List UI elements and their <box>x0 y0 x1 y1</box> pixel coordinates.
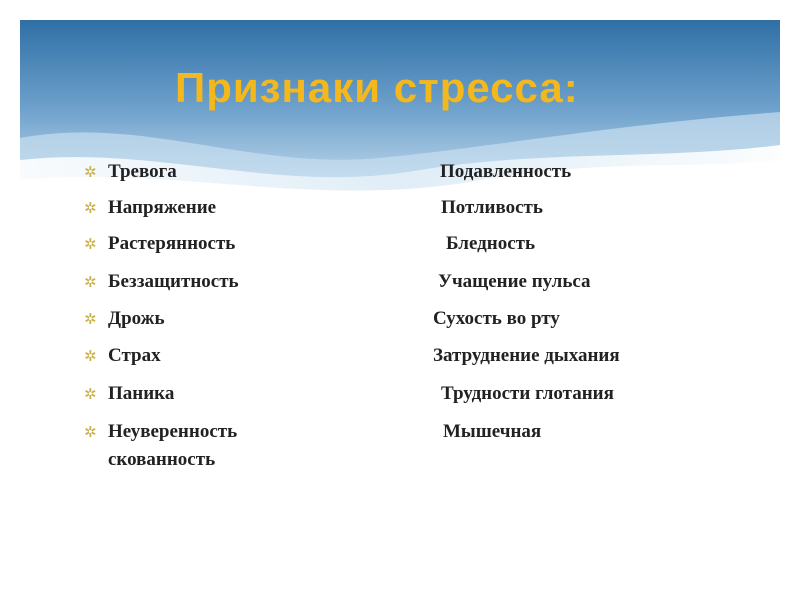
symptom-right: Сухость во рту <box>433 308 560 329</box>
list-item <box>0 380 800 416</box>
asterisk-bullet-icon: ✲ <box>84 423 97 441</box>
symptom-left: Растерянность <box>108 233 236 254</box>
asterisk-bullet-icon: ✲ <box>84 235 97 253</box>
symptom-right: Бледность <box>446 233 536 254</box>
list-item <box>0 230 800 266</box>
symptom-right: Трудности глотания <box>441 383 614 404</box>
symptom-right: Подавленность <box>440 161 572 182</box>
symptom-left: Тревога <box>108 161 177 182</box>
slide-title: Признаки стресса: <box>175 64 579 111</box>
list-item <box>0 158 800 194</box>
symptom-left: Неуверенность <box>108 421 238 442</box>
asterisk-bullet-icon: ✲ <box>84 347 97 365</box>
symptom-right: Мышечная <box>443 421 542 442</box>
symptom-right: Потливость <box>441 197 543 218</box>
list-item <box>0 194 800 230</box>
asterisk-bullet-icon: ✲ <box>84 310 97 328</box>
list-item <box>0 268 800 304</box>
list-item <box>0 305 800 341</box>
asterisk-bullet-icon: ✲ <box>84 385 97 403</box>
symptom-right: Учащение пульса <box>438 271 591 292</box>
list-item <box>0 418 800 482</box>
asterisk-bullet-icon: ✲ <box>84 273 97 291</box>
symptom-left: Паника <box>108 383 175 404</box>
asterisk-bullet-icon: ✲ <box>84 163 97 181</box>
asterisk-bullet-icon: ✲ <box>84 199 97 217</box>
symptom-right: Затруднение дыхания <box>433 345 620 366</box>
symptom-left: Напряжение <box>108 197 217 218</box>
list-item <box>0 342 800 378</box>
symptom-continuation: скованность <box>108 449 216 470</box>
symptom-left: Дрожь <box>108 308 165 329</box>
symptom-left: Страх <box>108 345 161 366</box>
symptom-left: Беззащитность <box>108 271 239 292</box>
